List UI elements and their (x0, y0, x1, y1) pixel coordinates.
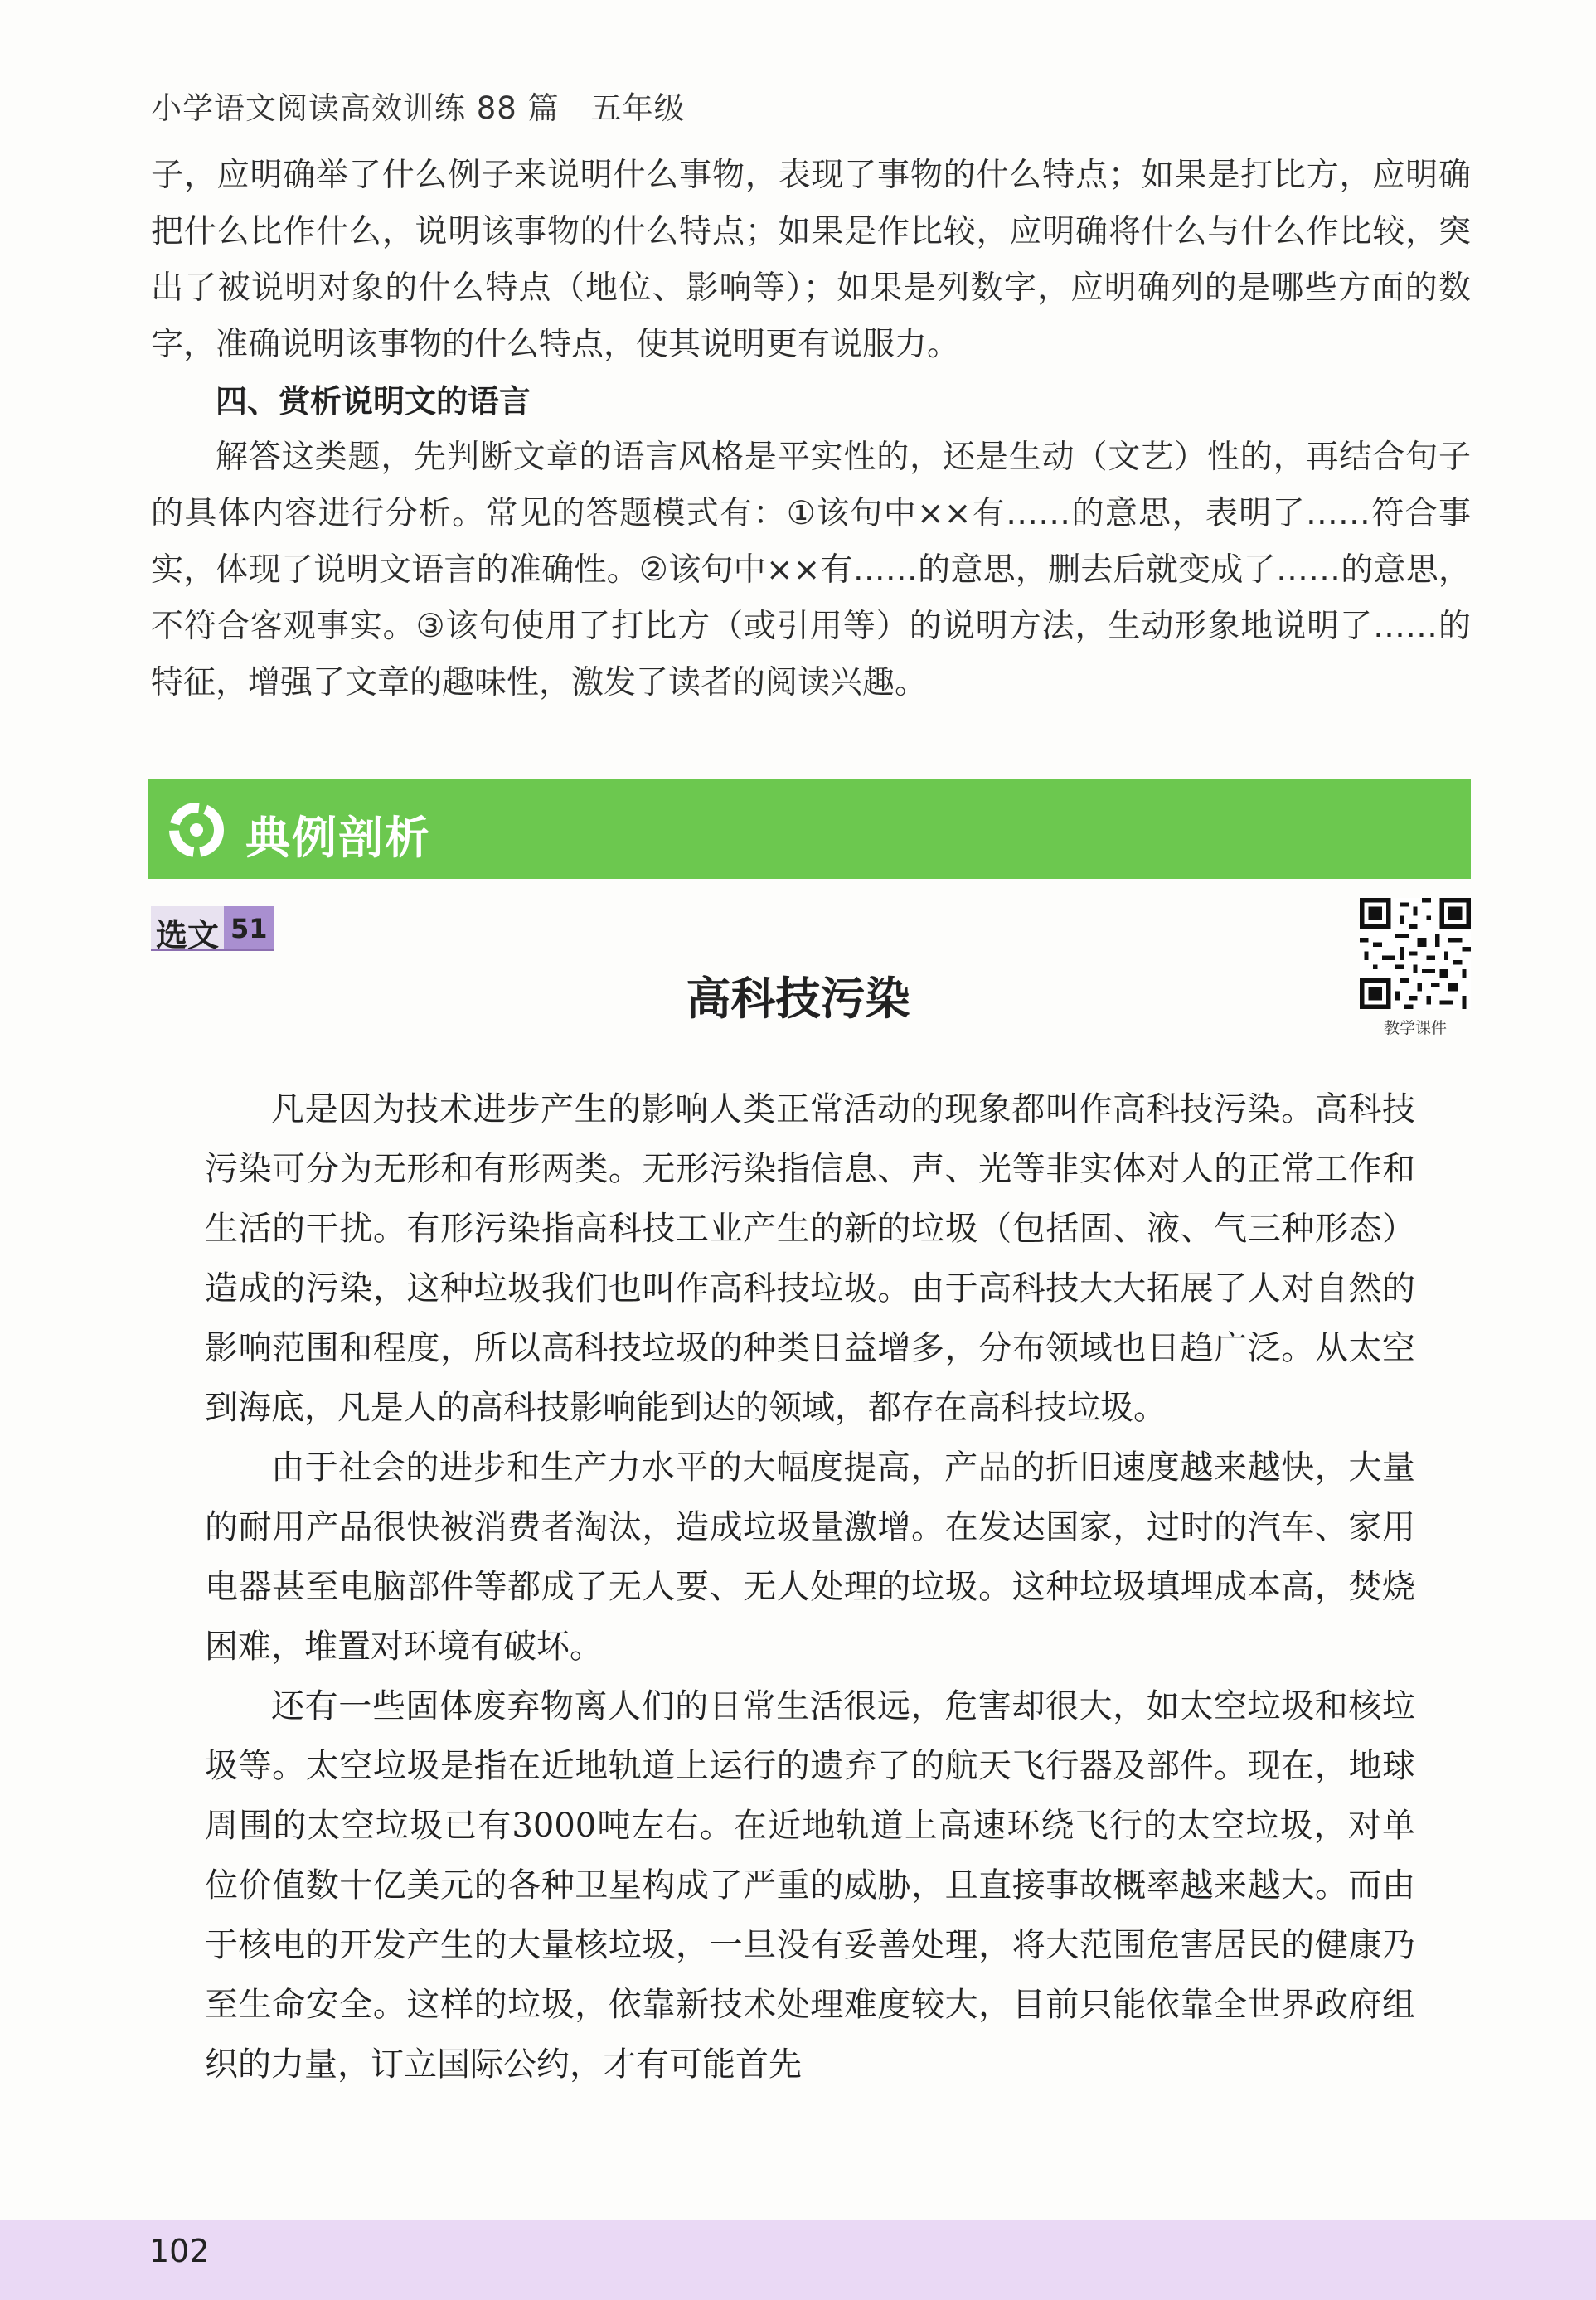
qr-caption: 教学课件 (1383, 1019, 1447, 1037)
article-paragraph: 还有一些固体废弃物离人们的日常生活很远，危害却很大，如太空垃圾和核垃圾等。太空垃圾是指在近地轨道上运行的遗弃了的航天飞行器及部件。现在，地球周围的太空垃圾已有3000吨左右。在近地轨道上高速环绕飞行的太空垃圾，对单位价值数十亿美元的各种卫星构成了严重的威胁，且直接事故概率越来越大。而由于核电的开发产生的大量核垃圾，一旦没有妥善处理，将大范围危害居民的健康乃至生命安全。这样的垃圾，依靠新技术处理难度较大，目前只能依靠全世界政府组织的力量，订立国际公约，才有可能首先 (205, 1687, 1415, 2084)
intro-paragraph: 子，应明确举了什么例子来说明什么事物，表现了事物的什么特点；如果是打比方，应明确把什么比作什么，说明该事物的什么特点；如果是作比较，应明确将什么与什么作比较，突出了被说明对象的什么特点（地位、影响等）；如果是列数字，应明确列的是哪些方面的数字，准确说明该事物的什么特点，使其说明更有说服力。 (151, 157, 1471, 363)
section-title: 典例剖析 (245, 812, 431, 864)
selection-label: 选文 (151, 906, 224, 949)
footer-bar (0, 2220, 1596, 2300)
article-paragraph: 凡是因为技术进步产生的影响人类正常活动的现象都叫作高科技污染。高科技污染可分为无形和有形两类。无形污染指信息、声、光等非实体对人的正常工作和生活的干扰。有形污染指高科技工业产生的新的垃圾（包括固、液、气三种形态）造成的污染，这种垃圾我们也叫作高科技垃圾。由于高科技大大拓展了人对自然的影响范围和程度，所以高科技垃圾的种类日益增多，分布领域也日趋广泛。从太空到海底，凡是人的高科技影响能到达的领域，都存在高科技垃圾。 (205, 1090, 1415, 1427)
selection-tag (151, 906, 274, 951)
article-body (205, 1080, 1415, 2094)
intro-paragraph: 解答这类题，先判断文章的语言风格是平实性的，还是生动（文艺）性的，再结合句子的具体内容进行分析。常见的答题模式有：①该句中××有……的意思，表明了……符合事实，体现了说明文语言的准确性。②该句中××有……的意思，删去后就变成了……的意思，不符合客观事实。③该句使用了打比方（或引用等）的说明方法，生动形象地说明了……的特征，增强了文章的趣味性，激发了读者的阅读兴趣。 (151, 439, 1471, 701)
section-banner (148, 779, 1471, 879)
selection-number: 51 (224, 906, 274, 949)
article-paragraph: 由于社会的进步和生产力水平的大幅度提高，产品的折旧速度越来越快，大量的耐用产品很快被消费者淘汰，造成垃圾量激增。在发达国家，过时的汽车、家用电器甚至电脑部件等都成了无人要、无人处理的垃圾。这种垃圾填埋成本高，焚烧困难，堆置对环境有破坏。 (205, 1448, 1415, 1666)
article-title: 高科技污染 (686, 972, 910, 1025)
page-number: 102 (149, 2233, 210, 2269)
section-heading: 四、赏析说明文的语言 (216, 383, 531, 420)
cycle-icon (169, 803, 224, 857)
intro-text (151, 148, 1471, 711)
book-title: 小学语文阅读高效训练 88 篇 五年级 (151, 90, 686, 126)
